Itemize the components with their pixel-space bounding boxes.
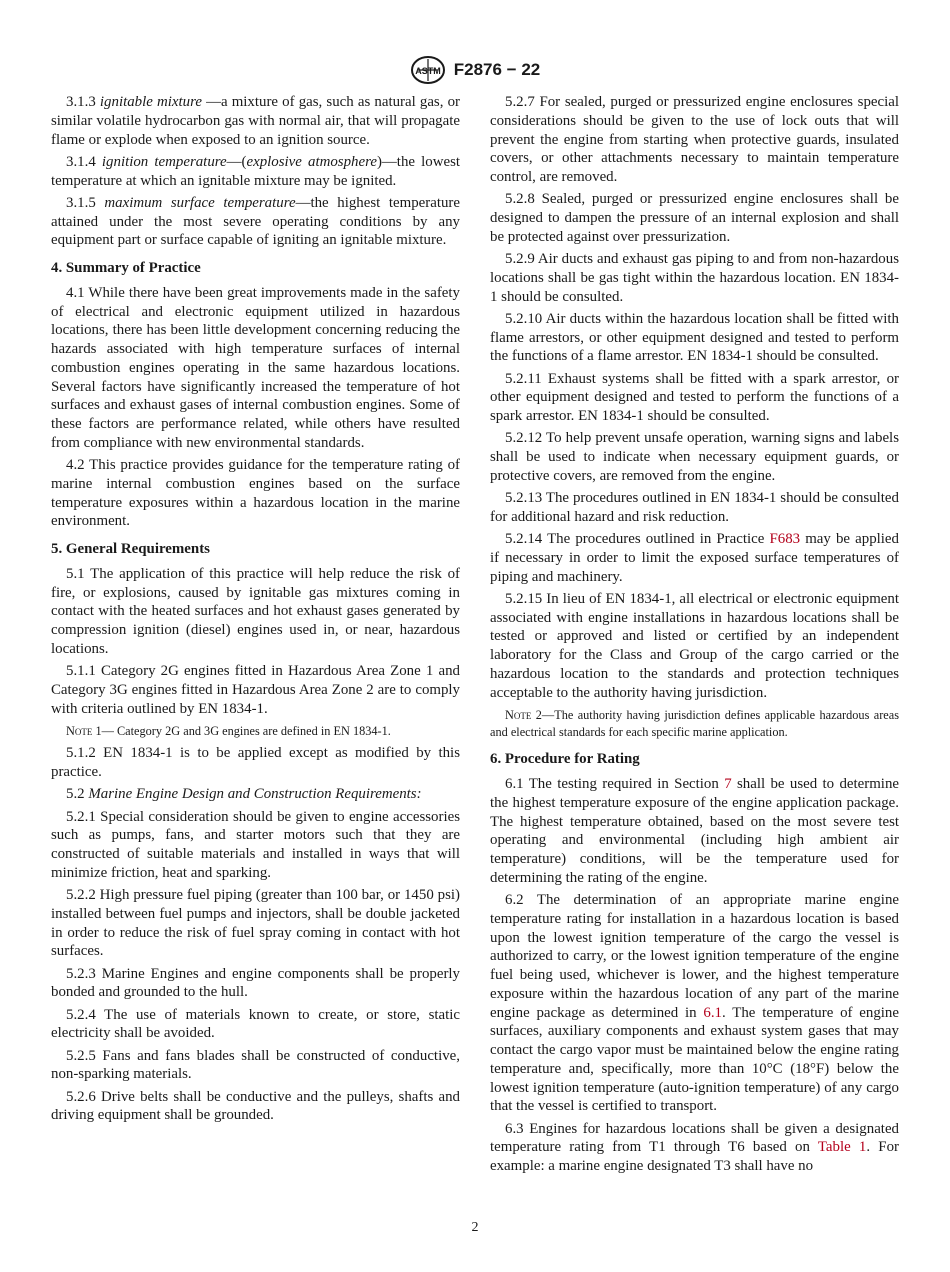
astm-logo-icon [410, 55, 446, 85]
para-5-2-4: 5.2.4 The use of materials known to create, or store, static electricity shall be avoided. [51, 1006, 460, 1042]
para-5-2-14: 5.2.14 The procedures outlined in Practice F683 may be applied if necessary in order to limit the exposed surface temperatures of piping and machinery. [490, 531, 899, 585]
para-4-1: 4.1 While there have been great improvements made in the safety of electrical and electronic equipment utilized in hazardous locations, there has been little development concerning reducing the hazards associated with high temperature surfaces of internal combustion engines operating in the same hazardous locations. Several factors have significantly increased the temperature of hot surfaces and exhaust gases of internal combustion engines. Some of these factors are performance related, while others have resulted from compliance with new environmental standards. [51, 284, 460, 451]
para-5-2-11: 5.2.11 Exhaust systems shall be fitted with a spark arrestor, or other equipment designed and tested to perform the functions of a spark arrestor. EN 1834-1 should be consulted. [490, 370, 899, 424]
para-6-1: 6.1 The testing required in Section 7 shall be used to determine the highest temperature exposure of the engine application package. The highest temperature obtained, based on the most severe test operating and environmental (including high ambient air temperature) conditions, will be the temperature used for determining the rating of the engine. [490, 776, 899, 886]
para-5-2: 5.2 Marine Engine Design and Construction Requirements: [66, 786, 422, 803]
para-5-2-2: 5.2.2 High pressure fuel piping (greater than 100 bar, or 1450 psi) installed between fuel pumps and injectors, shall be double jacketed in order to reduce the risk of fuel spray coming in contact with hot surfaces. [51, 887, 460, 960]
para-5-2-10: 5.2.10 Air ducts within the hazardous location shall be fitted with flame arrestors, or other equipment designed and tested to perform the functions of a flame arrestor. EN 1834-1 should be consulted. [490, 310, 899, 365]
ref-f683-link[interactable]: F683 [769, 531, 801, 547]
standard-designation: F2876 − 22 [453, 60, 541, 79]
para-5-2-9: 5.2.9 Air ducts and exhaust gas piping to and from non-hazardous locations shall be gas tight within the hazardous location. EN 1834-1 should be consulted. [490, 251, 899, 305]
para-5-2-5: 5.2.5 Fans and fans blades shall be constructed of conductive, non-sparking materials. [51, 1047, 460, 1083]
page-number: 2 [471, 1220, 479, 1235]
heading-section-6: 6. Procedure for Rating [490, 751, 640, 768]
para-5-2-3: 5.2.3 Marine Engines and engine components shall be properly bonded and grounded to the hull. [51, 965, 460, 1001]
left-column [51, 93, 460, 1129]
para-5-1-1: 5.1.1 Category 2G engines fitted in Hazardous Area Zone 1 and Category 3G engines fitted in Hazardous Area Zone 2 are to comply with criteria outlined by EN 1834-1. [51, 663, 460, 717]
para-5-2-7: 5.2.7 For sealed, purged or pressurized engine enclosures special considerations should be given to the use of lock outs that will prevent the engine from starting when protective guards, insulated covers, or other attachments necessary to maintain temperature control, are removed. [490, 94, 899, 185]
para-3-1-4: 3.1.4 ignition temperature—(explosive atmosphere)—the lowest temperature at which an ignitable mixture may be ignited. [51, 153, 461, 189]
para-5-2-6: 5.2.6 Drive belts shall be conductive and the pulleys, shafts and driving equipment shall be grounded. [51, 1088, 460, 1124]
right-column [490, 93, 899, 1179]
para-3-1-5: 3.1.5 maximum surface temperature—the highest temperature attained under the most severe operating conditions by any equipment part or surface capable of igniting an ignitable mixture. [51, 194, 460, 249]
ref-section-7-link[interactable]: 7 [724, 776, 732, 792]
para-5-2-13: 5.2.13 The procedures outlined in EN 1834-1 should be consulted for additional hazard and risk reduction. [490, 490, 899, 525]
para-5-1: 5.1 The application of this practice will help reduce the risk of fire, or explosions, caused by ignitable gas mixtures coming in contact with the heated surfaces and hot exhaust gases generated by compression ignition (diesel) engines used in, or near, hazardous locations. [51, 565, 460, 657]
para-4-2: 4.2 This practice provides guidance for the temperature rating of marine internal combustion engines based on the surface temperature exposures within a hazardous location in the marine environment. [51, 457, 460, 530]
note-2: Note 2—The authority having jurisdiction defines applicable hazardous areas and electrical standards for each specific marine application. [490, 708, 899, 740]
page-header [0, 55, 950, 85]
para-3-1-3: 3.1.3 ignitable mixture —a mixture of gas, such as natural gas, or similar volatile hydrocarbon gas with normal air, that will propagate flame or explode when exposed to an ignition source. [51, 94, 460, 148]
ref-table-1-link[interactable]: Table 1 [817, 1139, 867, 1156]
para-5-1-2: 5.1.2 EN 1834-1 is to be applied except as modified by this practice. [51, 745, 460, 780]
para-6-2: 6.2 The determination of an appropriate marine engine temperature rating for installation in a hazardous location is based upon the lowest ignition temperature of the cargo the vessel is authorized to carry, or the lowest ignition temperature of the engine fuel being used, whichever is lower, and the highest temperature exposure within the hazardous location of any part of the marine engine package as determined in 6.1. The temperature of engine surfaces, auxiliary components and exhaust system gases that may contact the cargo vapor must be maintained below the engine rating temperature and, specifically, more than 10°C (18°F) below the lowest ignition temperature (auto-ignition temperature) of any cargo that the vessel is certified to transport. [490, 892, 899, 1115]
heading-section-5: 5. General Requirements [51, 541, 210, 557]
para-5-2-15: 5.2.15 In lieu of EN 1834-1, all electrical or electronic equipment associated with engine installations in hazardous locations shall be tested or approved and listed or certified by an independent laboratory for the Class and Group of the cargo carried or the hazardous location to the standards and protection techniques acceptable to the authority having jurisdiction. [490, 590, 899, 701]
para-5-2-12: 5.2.12 To help prevent unsafe operation, warning signs and labels shall be used to indicate when necessary equipment guards, or protective covers, are removed from the engine. [490, 430, 899, 484]
para-6-3: 6.3 Engines for hazardous locations shall be given a designated temperature rating from T1 through T6 based on Table 1. For example: a marine engine designated T3 shall have no [490, 1120, 899, 1174]
svg-text:ASTM: ASTM [415, 66, 441, 76]
para-5-2-1: 5.2.1 Special consideration should be given to engine accessories such as pumps, fans, and starter motors such that they are constructed of suitable materials and installed in ways that will minimize friction, heat and sparking. [51, 808, 460, 881]
note-1: Note 1— Category 2G and 3G engines are defined in EN 1834-1. [66, 724, 391, 739]
ref-6-1-link[interactable]: 6.1 [703, 1004, 723, 1021]
heading-section-4: 4. Summary of Practice [51, 260, 201, 276]
para-5-2-8: 5.2.8 Sealed, purged or pressurized engine enclosures shall be designed to dampen the pressure of an internal explosion and shall be protected against over pressurization. [490, 191, 899, 245]
